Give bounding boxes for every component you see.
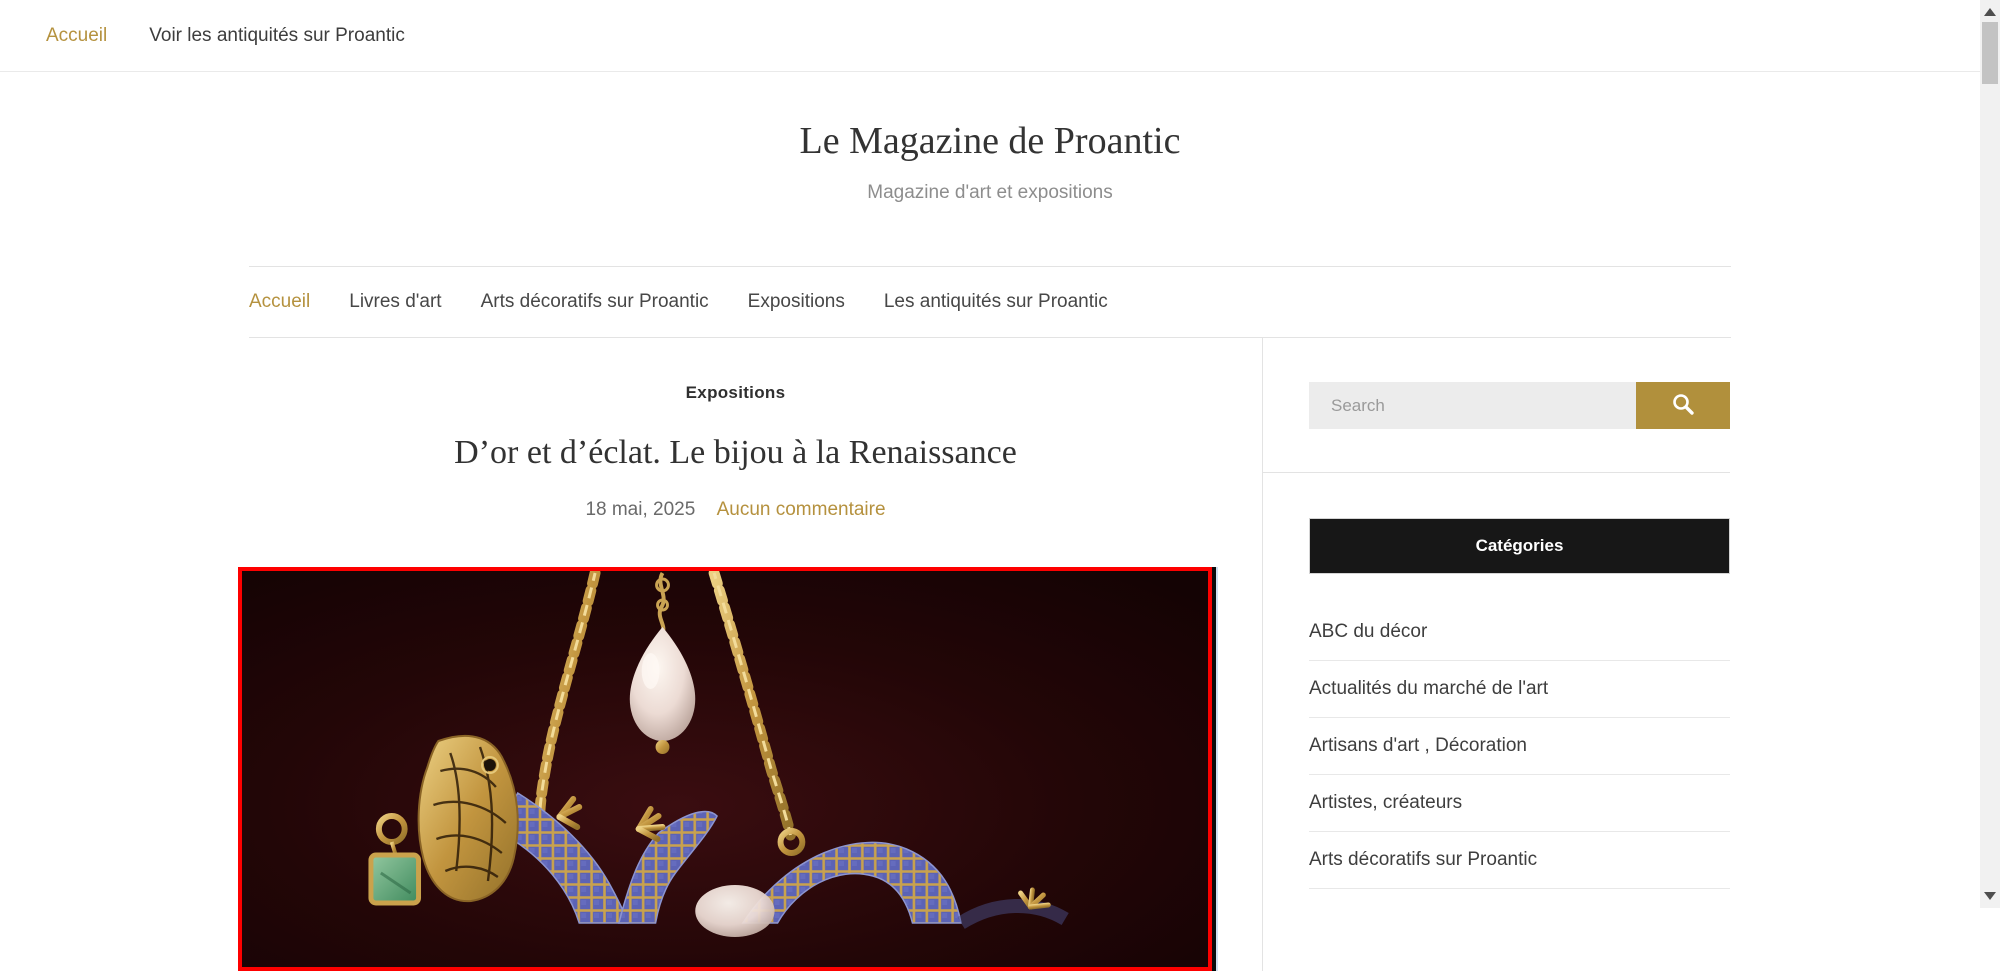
content-row — [249, 338, 1731, 971]
search-input[interactable] — [1309, 382, 1636, 429]
scrollbar-down-arrow-icon[interactable] — [1984, 892, 1996, 900]
masthead — [0, 117, 1980, 205]
jewel-photo — [242, 571, 1208, 971]
category-item-abc-du-decor[interactable]: ABC du décor — [1309, 604, 1730, 661]
category-item-actualites-marche[interactable]: Actualités du marché de l'art — [1309, 661, 1730, 718]
sidebar — [1309, 338, 1730, 971]
magnifier-icon — [1671, 392, 1695, 419]
topbar-link-antiquites[interactable]: Voir les antiquités sur Proantic — [149, 24, 405, 46]
article-title[interactable]: D’or et d’éclat. Le bijou à la Renaissance — [454, 434, 1017, 471]
scrollbar-thumb[interactable] — [1982, 22, 1998, 84]
search-form — [1309, 382, 1730, 429]
topbar-link-accueil[interactable]: Accueil — [46, 24, 108, 46]
search-button[interactable] — [1636, 382, 1730, 429]
article-date: 18 mai, 2025 — [585, 499, 696, 520]
article-header — [249, 338, 1222, 523]
site-title[interactable]: Le Magazine de Proantic — [799, 120, 1181, 162]
article-meta — [249, 497, 1222, 523]
category-item-artisans-dart[interactable]: Artisans d'art , Décoration — [1309, 718, 1730, 775]
scrollbar-track[interactable] — [1980, 0, 2000, 908]
category-item-arts-decoratifs[interactable]: Arts décoratifs sur Proantic — [1309, 832, 1730, 889]
scrollbar-up-arrow-icon[interactable] — [1984, 8, 1996, 16]
nav-link-accueil[interactable]: Accueil — [249, 291, 311, 312]
nav-link-les-antiquites[interactable]: Les antiquités sur Proantic — [883, 291, 1108, 312]
category-item-artistes-createurs[interactable]: Artistes, créateurs — [1309, 775, 1730, 832]
site-tagline: Magazine d'art et expositions — [867, 182, 1113, 203]
widget-divider — [1262, 472, 1730, 473]
categories-heading: Catégories — [1309, 518, 1730, 574]
top-bar — [0, 0, 1980, 72]
nav-link-expositions[interactable]: Expositions — [747, 291, 845, 312]
content-container — [249, 266, 1731, 971]
article-comments-link[interactable]: Aucun commentaire — [716, 499, 886, 520]
nav-link-livres-dart[interactable]: Livres d'art — [349, 291, 442, 312]
featured-image — [238, 567, 1212, 971]
main-nav — [249, 266, 1731, 338]
article-column — [249, 338, 1263, 971]
article-category-link[interactable]: Expositions — [685, 383, 786, 402]
categories-list — [1309, 604, 1730, 889]
nav-link-arts-decoratifs[interactable]: Arts décoratifs sur Proantic — [480, 291, 709, 312]
